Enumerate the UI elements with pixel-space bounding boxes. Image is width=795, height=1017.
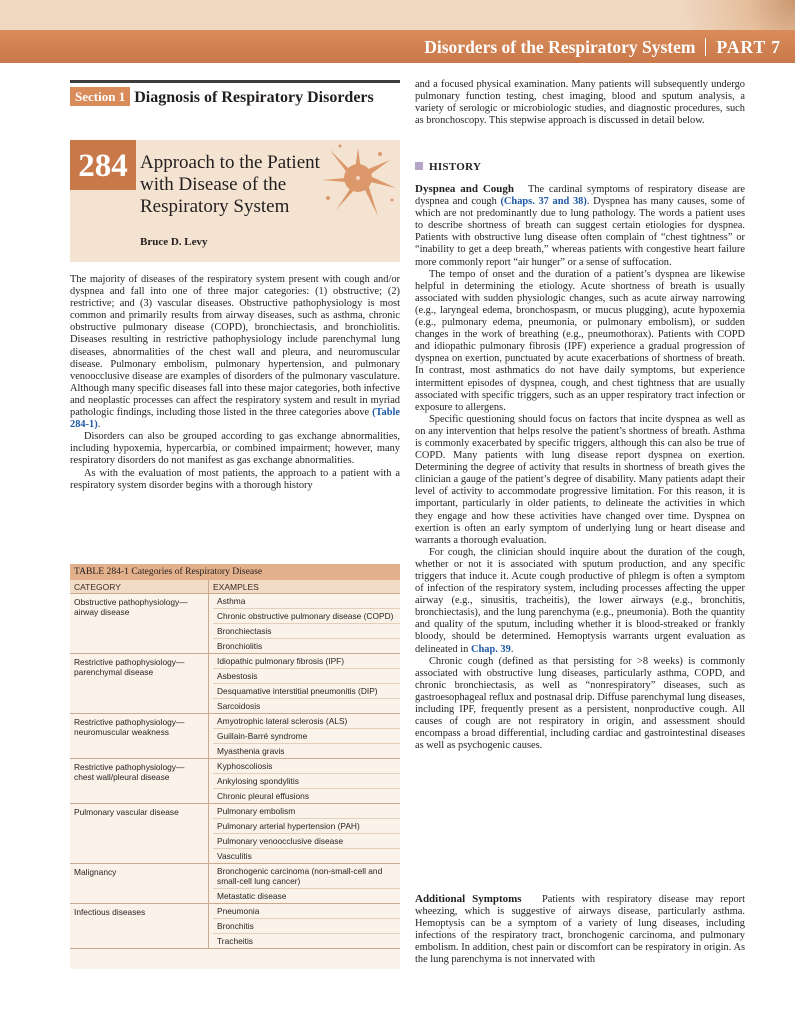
additional-symptoms-subheading: Additional Symptoms <box>415 893 522 905</box>
header-divider <box>705 38 706 56</box>
text-run: . <box>97 419 101 431</box>
history-heading <box>415 161 481 173</box>
chapter-number: 284 <box>70 140 136 190</box>
history-heading-text: HISTORY <box>429 161 482 173</box>
example-item: Guillain-Barré syndrome <box>213 729 400 744</box>
chapter-title: Approach to the Patient with Disease of the Respiratory System <box>140 152 320 217</box>
table-row <box>70 594 400 654</box>
example-item: Pulmonary arterial hypertension (PAH) <box>213 819 400 834</box>
section-title: Diagnosis of Respiratory Disorders <box>134 89 374 106</box>
table-reference-link[interactable]: (Table 284-1) <box>70 407 400 431</box>
examples-cell <box>208 714 400 758</box>
text-run: The majority of diseases of the respiratory system present with cough and/or dyspnea and fall into one of three major categories: (1) obstructive; (2) restrictive; and (3) vascular diseases. Obstructive pathophysiology is most common and primarily results from airway diseases, such as asthma, chronic obstructive pulmonary disease (COPD), bronchiectasis, and bronchiolitis. Diseases resulting in restrictive pathophysiology include parenchymal lung diseases, abnormalities of the chest wall and pleura, and neuromuscular disease. Pulmonary embolism, pulmonary hypertension, and pulmonary venoocclusive disease are examples of disorders of the pulmonary vasculature. Although many specific diseases fall into these major categories, both infective and neoplastic processes can affect the respiratory system and result in myriad pathologic findings, including those listed in the three categories above <box>70 274 400 419</box>
section-heading <box>70 87 400 108</box>
left-column-text <box>70 274 400 492</box>
example-item: Bronchogenic carcinoma (non-small-cell and small-cell lung cancer) <box>213 864 400 889</box>
example-item: Vasculitis <box>217 851 252 861</box>
table-row <box>70 804 400 864</box>
paragraph <box>70 274 400 431</box>
examples-cell <box>208 904 400 948</box>
header-decoration <box>635 0 795 30</box>
additional-symptoms-block <box>415 893 745 967</box>
examples-cell <box>208 594 400 653</box>
text-run: The cardinal symptoms of respiratory disease are dyspnea and cough <box>415 184 746 208</box>
running-header-band <box>0 0 795 63</box>
table-header-row <box>70 580 400 594</box>
text-run: For cough, the clinician should inquire about the duration of the cough, whether or not it is associated with sputum production, and any specific triggers that induce it. Acute cough productive of phlegm is often a symptom of infection of the respiratory system, including processes affecting the upper airway (e.g., sinusitis, tracheitis), the lower airways (e.g., bronchitis, bronchiectasis), and the lung parenchyma (e.g., pneumonia). Both the quantity and quality of the sputum, including whether it is blood-streaked or frankly bloody, should be determined. Hemoptysis warrants urgent evaluation as delineated in <box>415 546 745 655</box>
category-cell: Restrictive pathophysiology—parenchymal disease <box>74 657 185 677</box>
chapter-reference-link[interactable]: Chap. 39 <box>470 643 511 655</box>
paragraph: Disorders can also be grouped according to gas exchange abnormalities, including hypoxemia, hypercarbia, or combined impairment; however, many respiratory disorders do not manifest as gas exchange abnormalities. <box>70 431 400 467</box>
example-item: Kyphoscoliosis <box>213 759 400 774</box>
chapter-title-box <box>70 140 400 262</box>
example-item: Desquamative interstitial pneumonitis (DIP) <box>213 684 400 699</box>
example-item: Amyotrophic lateral sclerosis (ALS) <box>213 714 400 729</box>
example-item: Bronchitis <box>213 919 400 934</box>
example-item: Chronic pleural effusions <box>217 791 310 801</box>
table-row <box>70 904 400 949</box>
right-column-intro <box>415 79 745 127</box>
category-cell: Restrictive pathophysiology—chest wall/pleural disease <box>74 762 185 782</box>
category-cell: Infectious diseases <box>74 907 146 917</box>
category-cell: Obstructive pathophysiology—airway disease <box>74 597 188 617</box>
table-row <box>70 759 400 804</box>
categories-table <box>70 564 400 969</box>
chapter-reference-link[interactable]: (Chaps. 37 and 38) <box>500 196 587 208</box>
examples-cell <box>208 804 400 863</box>
chapter-author: Bruce D. Levy <box>140 236 208 248</box>
examples-cell <box>208 759 400 803</box>
paragraph <box>415 893 745 967</box>
dyspnea-subheading: Dyspnea and Cough <box>415 183 515 195</box>
table-row <box>70 714 400 759</box>
paragraph <box>415 183 745 269</box>
text-run: . Dyspnea has many causes, some of which are not predominantly due to lung pathology. The words a patient uses to describe shortness of breath can suggest certain etiologies for dyspnea. Patients with obstructive lung disease often complain of “chest tightness” or “inability to get a deep breath,” whereas patients with congestive heart failure more commonly report “air hunger” or a sense of suffocation. <box>415 196 745 268</box>
example-item: Pulmonary embolism <box>213 804 400 819</box>
example-item: Asbestosis <box>213 669 400 684</box>
right-column-text <box>415 183 745 752</box>
text-run: . <box>510 643 514 655</box>
paragraph: As with the evaluation of most patients, the approach to a patient with a respiratory system disorder begins with a thorough history <box>70 467 400 491</box>
examples-cell <box>208 864 400 903</box>
heading-square-icon <box>415 162 423 170</box>
section-rule <box>70 80 400 83</box>
running-title: Disorders of the Respiratory System <box>424 37 696 57</box>
table-caption: TABLE 284-1 Categories of Respiratory Disease <box>70 564 400 580</box>
example-item: Myasthenia gravis <box>217 746 285 756</box>
column-header-category: CATEGORY <box>74 582 121 592</box>
table-row <box>70 864 400 904</box>
paragraph: The tempo of onset and the duration of a patient’s dyspnea are likewise helpful in determining the etiology. Acute shortness of breath is usually associated with sudden physiologic changes, such as acute airway narrowing (e.g., laryngeal edema, bronchospasm, or mucus plugging), acute hypoxemia (e.g., pulmonary edema, pneumonia, or pulmonary embolism), or sudden changes in the work of breathing (e.g., pneumothorax). Patients with COPD and idiopathic pulmonary fibrosis (IPF) experience a gradual progression of dyspnea on exertion, punctuated by acute exacerbations of shortness of breath. In contrast, most asthmatics do not have daily symptoms, but experience intermittent episodes of dyspnea, cough, and chest tightness that are usually associated with specific triggers, such as an upper respiratory tract infection or exposure to allergens. <box>415 268 745 413</box>
example-item: Asthma <box>213 594 400 609</box>
text-run: Patients with respiratory disease may report wheezing, which is suggestive of airways disease, particularly asthma. Hemoptysis can be a symptom of a variety of lung diseases, including infections of the respiratory tract, bronchogenic carcinoma, and pulmonary embolism. In addition, chest pain or discomfort can be respiratory in origin. As the lung parenchyma is not innervated with <box>415 894 745 966</box>
example-item: Tracheitis <box>217 936 253 946</box>
paragraph <box>415 547 745 656</box>
example-item: Bronchiolitis <box>217 641 263 651</box>
part-label: PART 7 <box>716 37 781 57</box>
paragraph: Specific questioning should focus on factors that incite dyspnea as well as on any intervention that helps resolve the patient’s shortness of breath. Asthma is commonly exacerbated by specific triggers, although this can also be true of COPD. Many patients with lung disease report dyspnea on exertion. Determining the degree of activity that results in shortness of breath gives the clinician a gauge of the patient’s degree of disability. Many patients adapt their level of activity to accommodate progressive limitation. For this reason, it is important, particularly in older patients, to delineate the activities in which they engage and how these activities have changed over time. Dyspnea on exertion is often an early symptom of underlying lung or heart disease and warrants a thorough evaluation. <box>415 413 745 546</box>
example-item: Pulmonary venoocclusive disease <box>213 834 400 849</box>
category-cell: Pulmonary vascular disease <box>74 807 179 817</box>
example-item: Chronic obstructive pulmonary disease (COPD) <box>213 609 400 624</box>
example-item: Pneumonia <box>213 904 400 919</box>
paragraph: Chronic cough (defined as that persisting for >8 weeks) is commonly associated with obstructive lung diseases, particularly asthma, COPD, and chronic bronchiectasis, as well as “nonrespiratory” diseases, such as gastroesophageal reflux and postnasal drip. Diffuse parenchymal lung diseases, including IPF, frequently present as a persistent, nonproductive cough. All causes of cough are not respiratory in origin, and assessment should encompass a broad differential, including cardiac and gastrointestinal diseases as well as psychogenic causes. <box>415 655 745 752</box>
example-item: Bronchiectasis <box>213 624 400 639</box>
paragraph: and a focused physical examination. Many patients will subsequently undergo pulmonary function testing, chest imaging, blood and sputum analysis, a variety of serologic or microbiologic studies, and diagnostic procedures, such as bronchoscopy. This stepwise approach is discussed in detail below. <box>415 79 745 127</box>
category-cell: Restrictive pathophysiology—neuromuscular weakness <box>74 717 185 737</box>
running-header <box>424 34 781 60</box>
example-item: Sarcoidosis <box>217 701 261 711</box>
examples-cell <box>208 654 400 713</box>
category-cell: Malignancy <box>74 867 117 877</box>
example-item: Metastatic disease <box>217 891 287 901</box>
table-body <box>70 594 400 949</box>
example-item: Idiopathic pulmonary fibrosis (IPF) <box>213 654 400 669</box>
table-row <box>70 654 400 714</box>
section-badge: Section 1 <box>70 87 130 106</box>
column-header-examples: EXAMPLES <box>208 580 400 593</box>
example-item: Ankylosing spondylitis <box>213 774 400 789</box>
